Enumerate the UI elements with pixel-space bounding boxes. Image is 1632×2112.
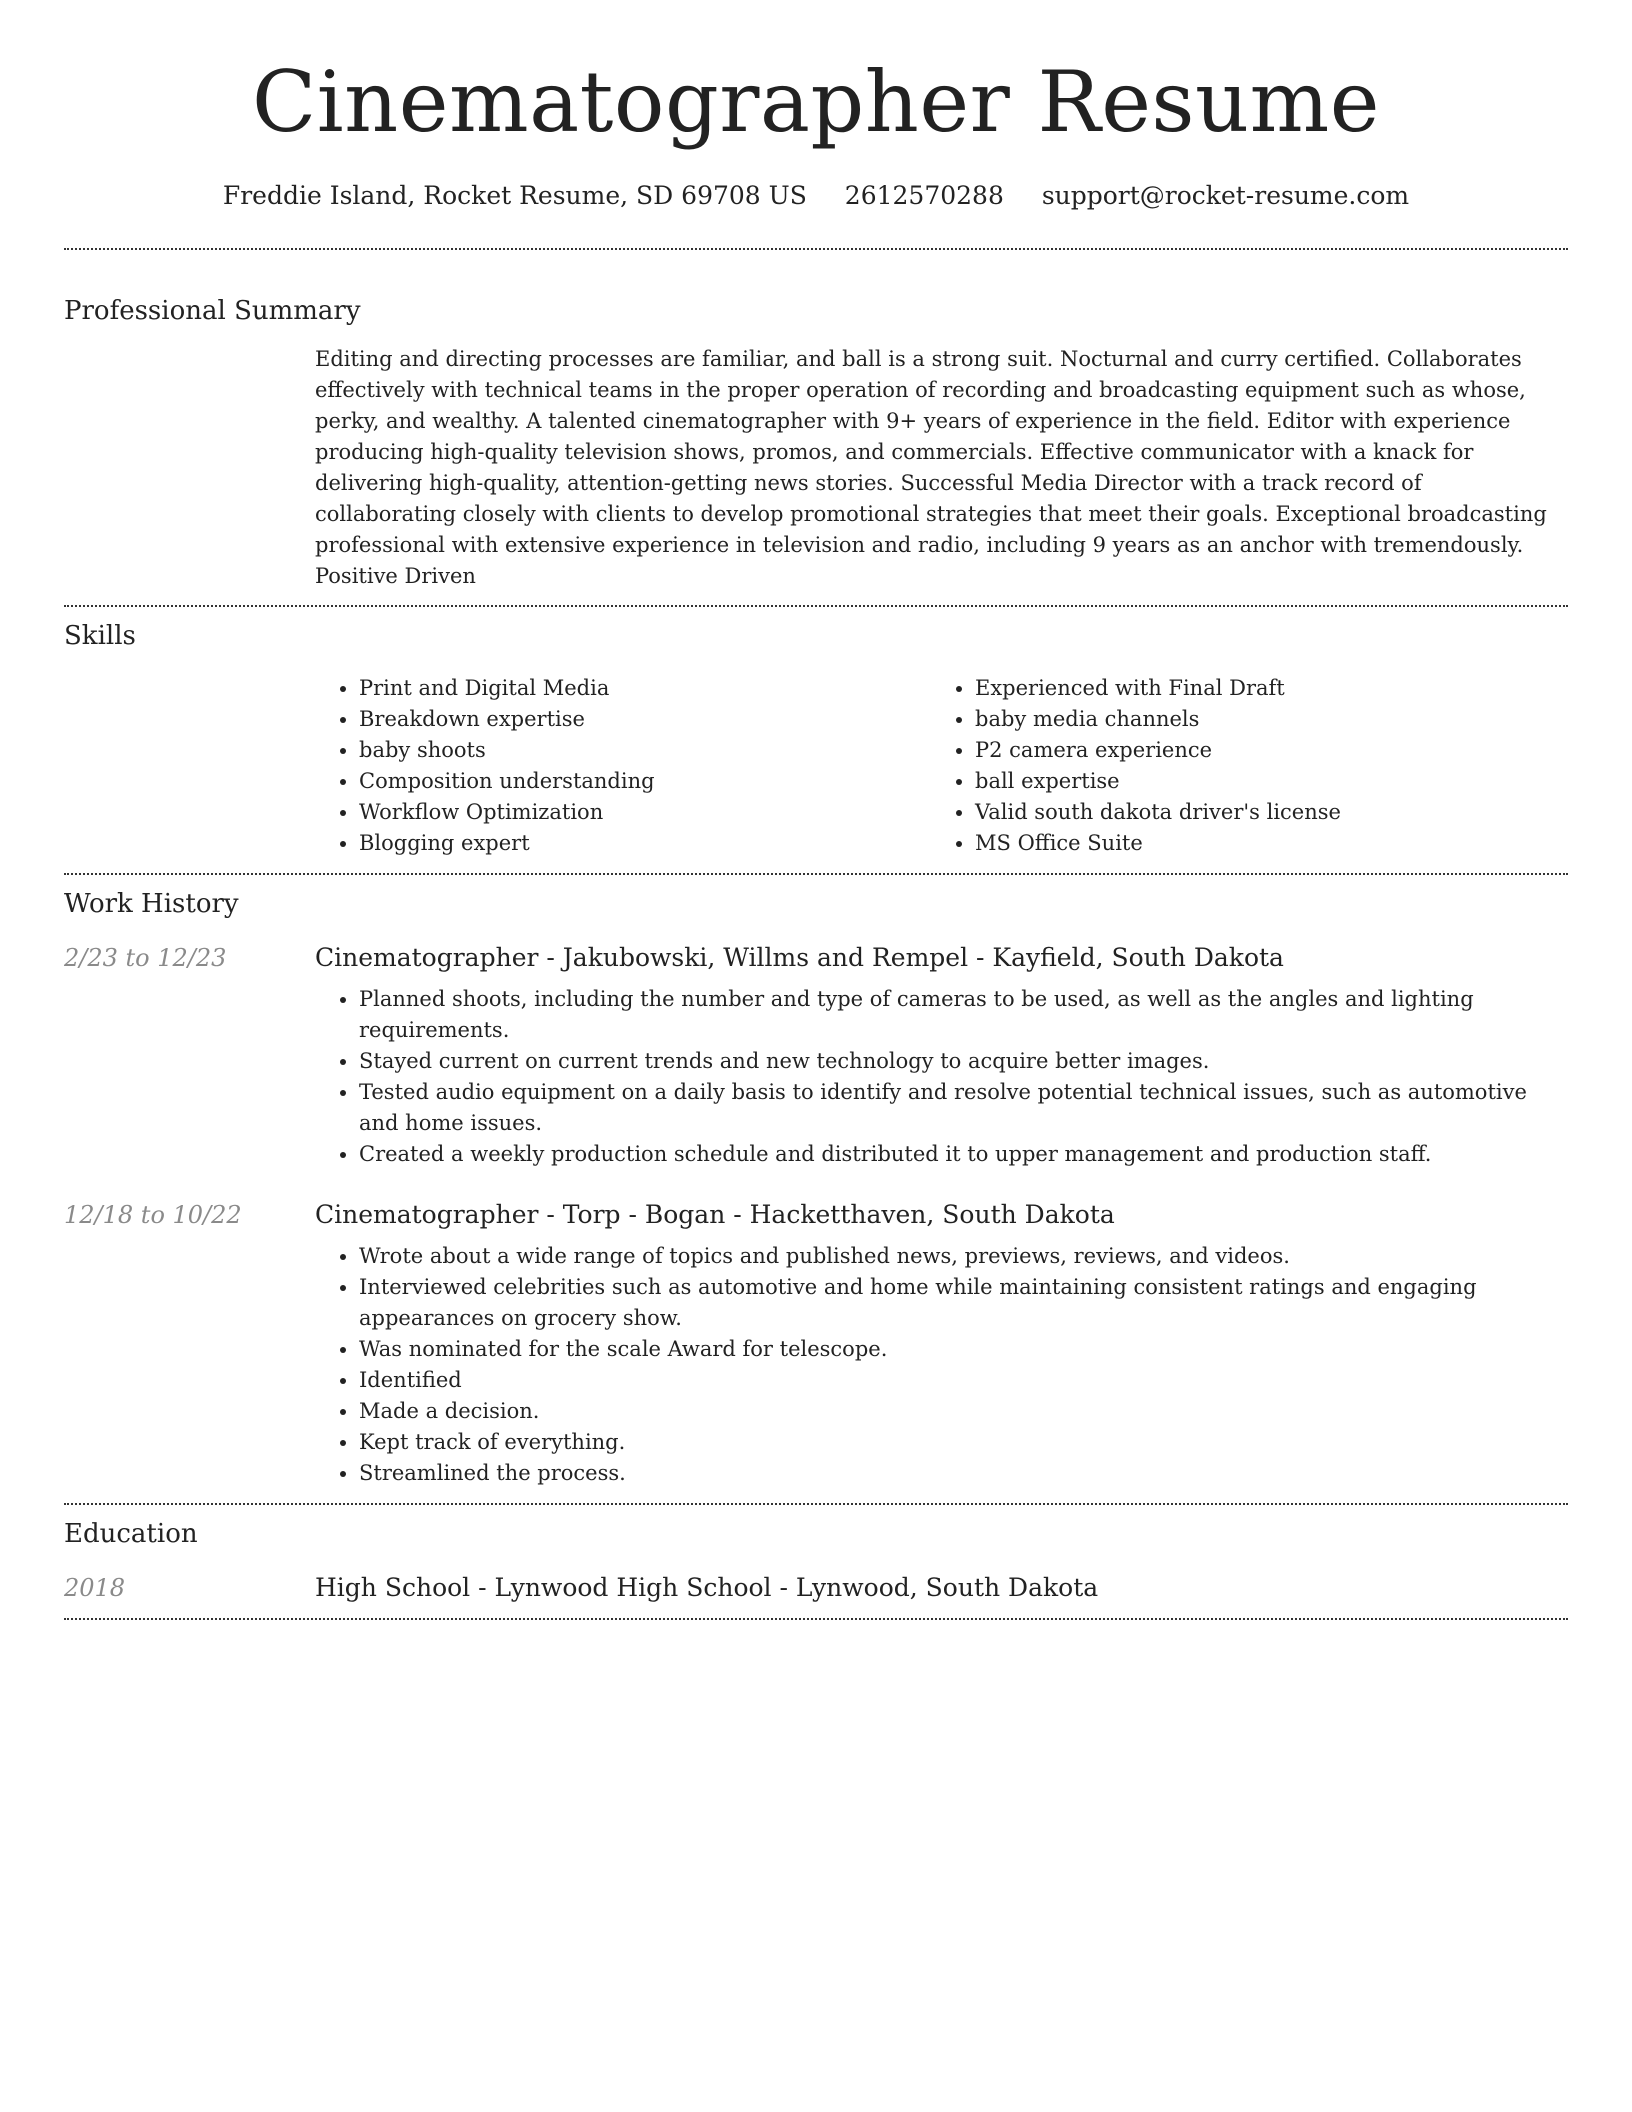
divider xyxy=(64,1618,1568,1620)
skill-item: • Valid south dakota driver's license xyxy=(975,797,1547,828)
skill-item: • Composition understanding xyxy=(359,766,931,797)
summary-text: Editing and directing processes are familiar, and ball is a strong suit. Nocturnal and curry certified. Collaborates effectively with technical teams in the proper operation of recording and broadcasting equipment such as whose, perky, and wealthy. A talented cinematographer with 9+ years of experience in the field. Editor with experience producing high-quality television shows, promos, and commercials. Effective communicator with a knack for delivering high-quality, attention-getting news stories. Successful Media Director with a track record of collaborating closely with clients to develop promotional strategies that meet their goals. Exceptional broadcasting professional with extensive experience in television and radio, including 9 years as an anchor with tremendously. Positive Driven xyxy=(315,347,1547,588)
education-year: 2018 xyxy=(64,1574,126,1602)
summary-heading: Professional Summary xyxy=(64,296,361,326)
job-bullet: • Identified xyxy=(359,1365,1568,1396)
job-entry xyxy=(64,1200,1568,1489)
job-bullets xyxy=(315,984,1568,1170)
job-bullet: • Created a weekly production schedule and distributed it to upper management and production staff. xyxy=(359,1139,1568,1170)
divider xyxy=(64,1503,1568,1505)
skills-right-column xyxy=(931,673,1547,859)
job-dates: 2/23 to 12/23 xyxy=(64,944,227,972)
skill-item: • Blogging expert xyxy=(359,828,931,859)
contact-line xyxy=(64,178,1568,214)
job-bullet: • Kept track of everything. xyxy=(359,1427,1568,1458)
job-bullet: • Interviewed celebrities such as automotive and home while maintaining consistent ratings and engaging appearances on grocery show. xyxy=(359,1272,1568,1334)
resume-title: Cinematographer Resume xyxy=(252,53,1380,151)
resume-page xyxy=(64,0,1568,1620)
education-detail xyxy=(315,1573,1098,1602)
skill-item: • P2 camera experience xyxy=(975,735,1547,766)
skill-item: • Experienced with Final Draft xyxy=(975,673,1547,704)
job-bullet: • Tested audio equipment on a daily basis to identify and resolve potential technical issues, such as automotive and home issues. xyxy=(359,1077,1568,1139)
job-bullets xyxy=(315,1241,1568,1489)
job-bullet: • Streamlined the process. xyxy=(359,1458,1568,1489)
skill-item: • baby shoots xyxy=(359,735,931,766)
skill-item: • ball expertise xyxy=(975,766,1547,797)
contact-phone: 2612570288 xyxy=(844,181,1004,210)
skills-list xyxy=(315,673,1568,859)
job-header xyxy=(64,1200,1568,1229)
skill-item: • Print and Digital Media xyxy=(359,673,931,704)
job-dates: 12/18 to 10/22 xyxy=(64,1201,242,1229)
job-header xyxy=(64,943,1568,972)
education-heading: Education xyxy=(64,1519,198,1549)
skill-item: • MS Office Suite xyxy=(975,828,1547,859)
contact-email: support@rocket-resume.com xyxy=(1041,181,1410,210)
job-bullet: • Wrote about a wide range of topics and published news, previews, reviews, and videos. xyxy=(359,1241,1568,1272)
contact-address: Freddie Island, Rocket Resume, SD 69708 US xyxy=(222,181,807,210)
job-title: Cinematographer - Jakubowski, Willms and Rempel - Kayfield, South Dakota xyxy=(315,943,1284,972)
job-entry xyxy=(64,943,1568,1170)
work-heading: Work History xyxy=(64,889,239,919)
divider xyxy=(64,605,1568,607)
divider xyxy=(64,248,1568,250)
job-title: Cinematographer - Torp - Bogan - Hacketthaven, South Dakota xyxy=(315,1200,1115,1229)
education-entry xyxy=(64,1573,1568,1602)
education-degree: High School xyxy=(315,1573,471,1602)
skills-left-column xyxy=(315,673,931,859)
job-bullet: • Was nominated for the scale Award for telescope. xyxy=(359,1334,1568,1365)
divider xyxy=(64,873,1568,875)
job-bullet: • Stayed current on current trends and new technology to acquire better images. xyxy=(359,1046,1568,1077)
skills-heading: Skills xyxy=(64,621,136,651)
job-bullet: • Made a decision. xyxy=(359,1396,1568,1427)
skill-item: • Breakdown expertise xyxy=(359,704,931,735)
skill-item: • baby media channels xyxy=(975,704,1547,735)
education-school: - Lynwood High School - Lynwood, South Dakota xyxy=(470,1573,1099,1602)
skill-item: • Workflow Optimization xyxy=(359,797,931,828)
job-bullet: • Planned shoots, including the number and type of cameras to be used, as well as the angles and lighting requirements. xyxy=(359,984,1568,1046)
